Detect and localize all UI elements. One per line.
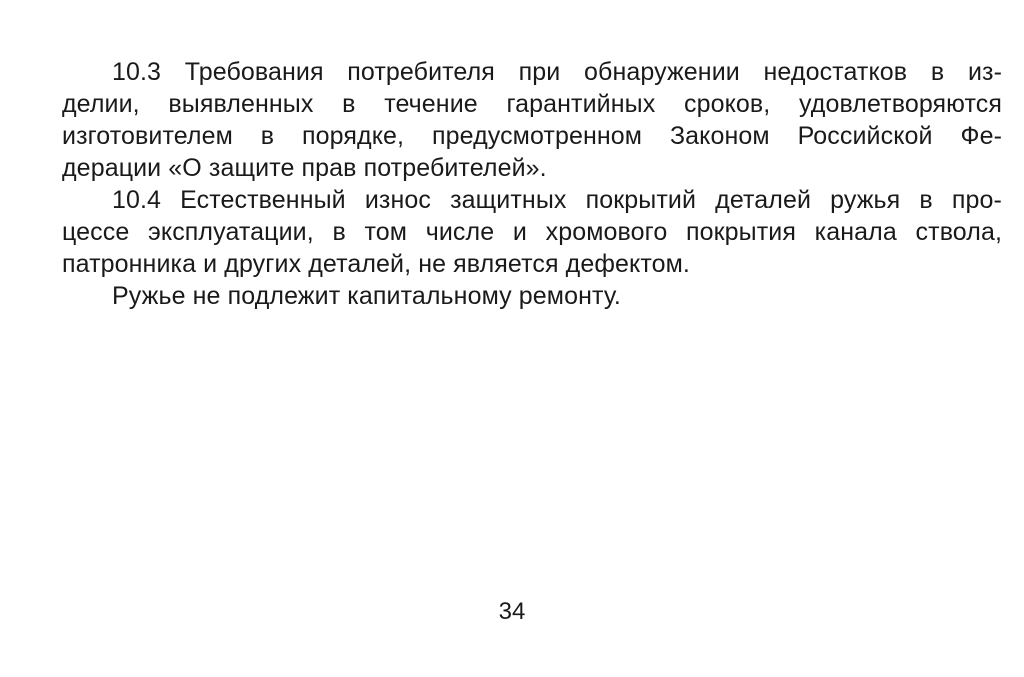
paragraph-10-4: [62, 184, 1002, 280]
body-text: [62, 56, 1002, 312]
text-line: 10.3 Требования потребителя при обнаружении недостатков в из-: [112, 58, 1002, 86]
text-line: дерации «О защите прав потребителей».: [62, 154, 547, 182]
paragraph-10-3: [62, 56, 1002, 184]
text-line: 10.4 Естественный износ защитных покрытий деталей ружья в про-: [112, 186, 1002, 214]
text-line: делии, выявленных в течение гарантийных сроков, удовлетворяются: [62, 90, 1002, 118]
text-line: цессе эксплуатации, в том числе и хромового покрытия канала ствола,: [62, 218, 1002, 246]
text-line: изготовителем в порядке, предусмотренном Законом Российской Фе-: [62, 122, 1002, 150]
text-line: Ружье не подлежит капитальному ремонту.: [112, 282, 621, 310]
page-number: 34: [498, 598, 526, 625]
paragraph-repair-note: [62, 280, 1002, 312]
text-line: патронника и других деталей, не является дефектом.: [62, 250, 690, 278]
